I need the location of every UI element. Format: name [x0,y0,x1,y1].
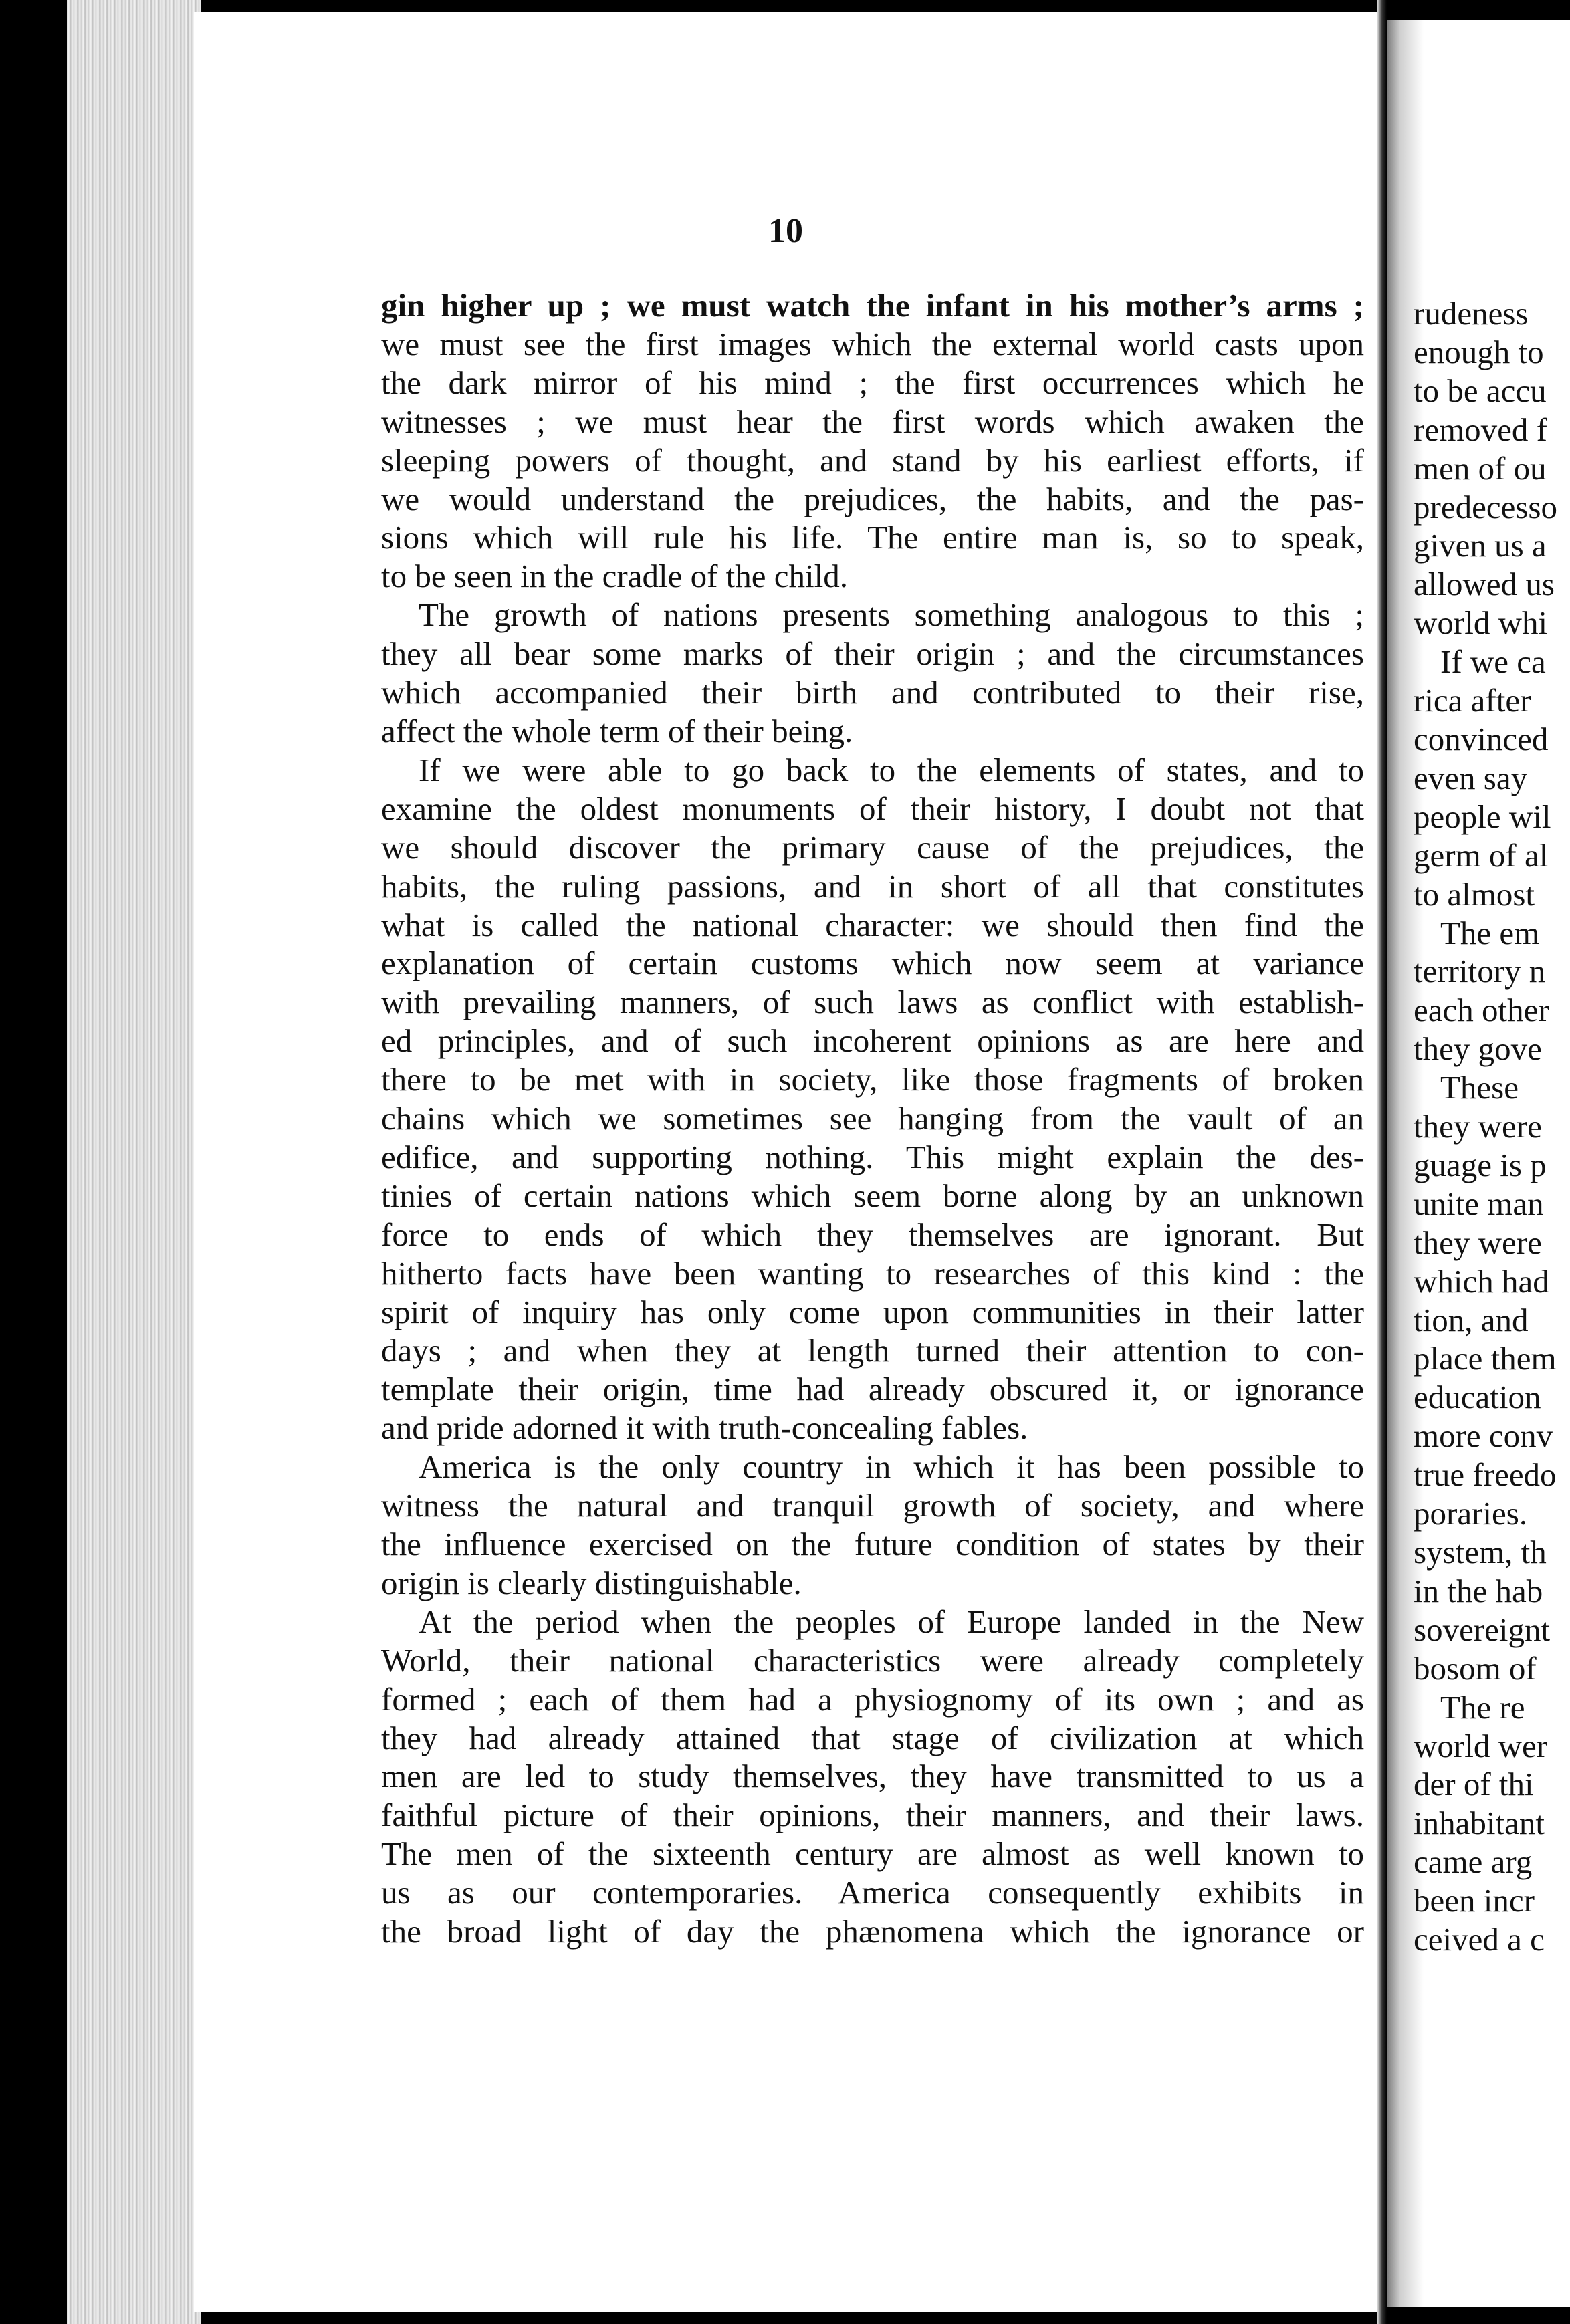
text-line: If we were able to go back to the elements of states, and to [419,751,1364,788]
text-line: we must see the first images which the external world casts upon [381,325,1364,362]
text-line: men are led to study themselves, they have transmitted to us a [381,1758,1364,1795]
facing-text-line: people wil [1414,798,1551,835]
text-line: The growth of nations presents something analogous to this ; [419,596,1364,634]
facing-text-line: which had [1414,1262,1549,1300]
facing-text-line: inhabitant [1414,1805,1545,1842]
facing-text-line: in the hab [1414,1572,1543,1609]
facing-text-line: The em [1440,914,1540,951]
facing-text-line: The re [1440,1688,1525,1726]
text-line: the broad light of day the phænomena which the ignorance or [381,1913,1364,1950]
facing-text-line: been incr [1414,1882,1535,1920]
facing-text-line: they were [1414,1224,1542,1261]
facing-text-line: world whi [1414,604,1548,642]
text-line: which accompanied their birth and contributed to their rise, [381,674,1364,711]
text-line: the dark mirror of his mind ; the first occurrences which he [381,364,1364,401]
text-line: habits, the ruling passions, and in short of all that constitutes [381,867,1364,905]
facing-text-line: to be accu [1414,372,1547,409]
book-gutter [1377,0,1387,2324]
text-line: chains which we sometimes see hanging from the vault of an [381,1100,1364,1137]
text-line: they had already attained that stage of civilization at which [381,1719,1364,1756]
text-line: witness the natural and tranquil growth of society, and where [381,1487,1364,1524]
facing-text-line: each other [1414,992,1549,1029]
text-line: formed ; each of them had a physiognomy of its own ; and as [381,1680,1364,1718]
facing-text-line: more conv [1414,1417,1553,1455]
page-number: 10 [768,212,803,250]
facing-text-line: to almost [1414,875,1535,913]
facing-text-line: rica after [1414,682,1531,719]
facing-text-line: rudeness [1414,295,1529,332]
facing-text-line: territory n [1414,953,1546,990]
facing-text-line: came arg [1414,1843,1533,1881]
text-line: sleeping powers of thought, and stand by his earliest efforts, if [381,441,1364,479]
facing-text-line: given us a [1414,527,1547,564]
facing-text-line: If we ca [1440,643,1546,681]
facing-text-line: tion, and [1414,1301,1529,1339]
text-line: edifice, and supporting nothing. This might explain the des- [381,1138,1364,1175]
text-line: to be seen in the cradle of the child. [381,558,848,595]
text-line: The men of the sixteenth century are almost as well known to [381,1835,1364,1873]
text-line: witnesses ; we must hear the first words which awaken the [381,402,1364,440]
left-page [194,12,1377,2312]
text-line: the influence exercised on the future condition of states by their [381,1526,1364,1562]
facing-text-line: system, th [1414,1534,1547,1571]
facing-text-line: der of thi [1414,1766,1534,1803]
facing-text-line: predecesso [1414,488,1557,526]
facing-text-line: ceived a c [1414,1921,1545,1958]
text-line: us as our contemporaries. America consequently exhibits in [381,1874,1364,1911]
facing-text-line: guage is p [1414,1146,1547,1183]
text-line: we should discover the primary cause of the prejudices, the [381,828,1364,866]
facing-text-line: germ of al [1414,836,1549,874]
text-line: we would understand the prejudices, the habits, and the pas- [381,480,1364,517]
facing-page-text [1414,294,1557,1959]
text-line: days ; and when they at length turned their attention to con- [381,1332,1364,1369]
facing-text-line: even say [1414,759,1528,796]
facing-text-line: poraries. [1414,1495,1528,1532]
text-line: spirit of inquiry has only come upon communities in their latter [381,1293,1364,1330]
book-page-edge [67,0,201,2324]
text-line: affect the whole term of their being. [381,712,853,749]
text-line: origin is clearly distinguishable. [381,1564,802,1601]
text-line: what is called the national character: we should then find the [381,906,1364,943]
facing-text-line: education [1414,1379,1541,1416]
text-line: World, their national characteristics were already completely [381,1641,1364,1679]
text-line: explanation of certain customs which now seem at variance [381,945,1364,982]
facing-text-line: unite man [1414,1185,1544,1222]
facing-text-line: they gove [1414,1030,1542,1068]
text-line: examine the oldest monuments of their history, I doubt not that [381,790,1364,827]
text-line: they all bear some marks of their origin ; and the circumstances [381,635,1364,673]
text-line: template their origin, time had already obscured it, or ignorance [381,1371,1364,1408]
text-line: faithful picture of their opinions, their manners, and their laws. [381,1796,1364,1834]
text-line: and pride adorned it with truth-concealing fables. [381,1409,1028,1447]
body-text [381,286,1364,1951]
facing-text-line: place them [1414,1340,1557,1377]
facing-text-line: true freedo [1414,1456,1557,1494]
text-line: tinies of certain nations which seem borne along by an unknown [381,1177,1364,1214]
facing-text-line: they were [1414,1108,1542,1145]
text-line: ed principles, and of such incoherent opinions as are here and [381,1022,1364,1060]
text-line: gin higher up ; we must watch the infant in his mother’s arms ; [381,287,1364,324]
facing-text-line: convinced [1414,720,1549,758]
facing-text-line: removed f [1414,411,1547,448]
facing-text-line: enough to [1414,333,1544,370]
facing-text-line: bosom of [1414,1649,1537,1687]
facing-page [1387,20,1570,2307]
text-line: sions which will rule his life. The entire man is, so to speak, [381,519,1364,556]
text-line: America is the only country in which it has been possible to [419,1448,1364,1486]
text-line: hitherto facts have been wanting to researches of this kind : the [381,1254,1364,1292]
facing-text-line: men of ou [1414,449,1547,487]
facing-text-line: sovereignt [1414,1611,1551,1648]
text-line: force to ends of which they themselves are ignorant. But [381,1215,1364,1253]
text-line: At the period when the peoples of Europe landed in the New [419,1603,1364,1640]
facing-text-line: world wer [1414,1727,1548,1764]
text-line: there to be met with in society, like those fragments of broken [381,1061,1364,1098]
text-line: with prevailing manners, of such laws as conflict with establish- [381,983,1364,1021]
facing-text-line: These [1440,1069,1519,1107]
facing-text-line: allowed us [1414,566,1555,603]
